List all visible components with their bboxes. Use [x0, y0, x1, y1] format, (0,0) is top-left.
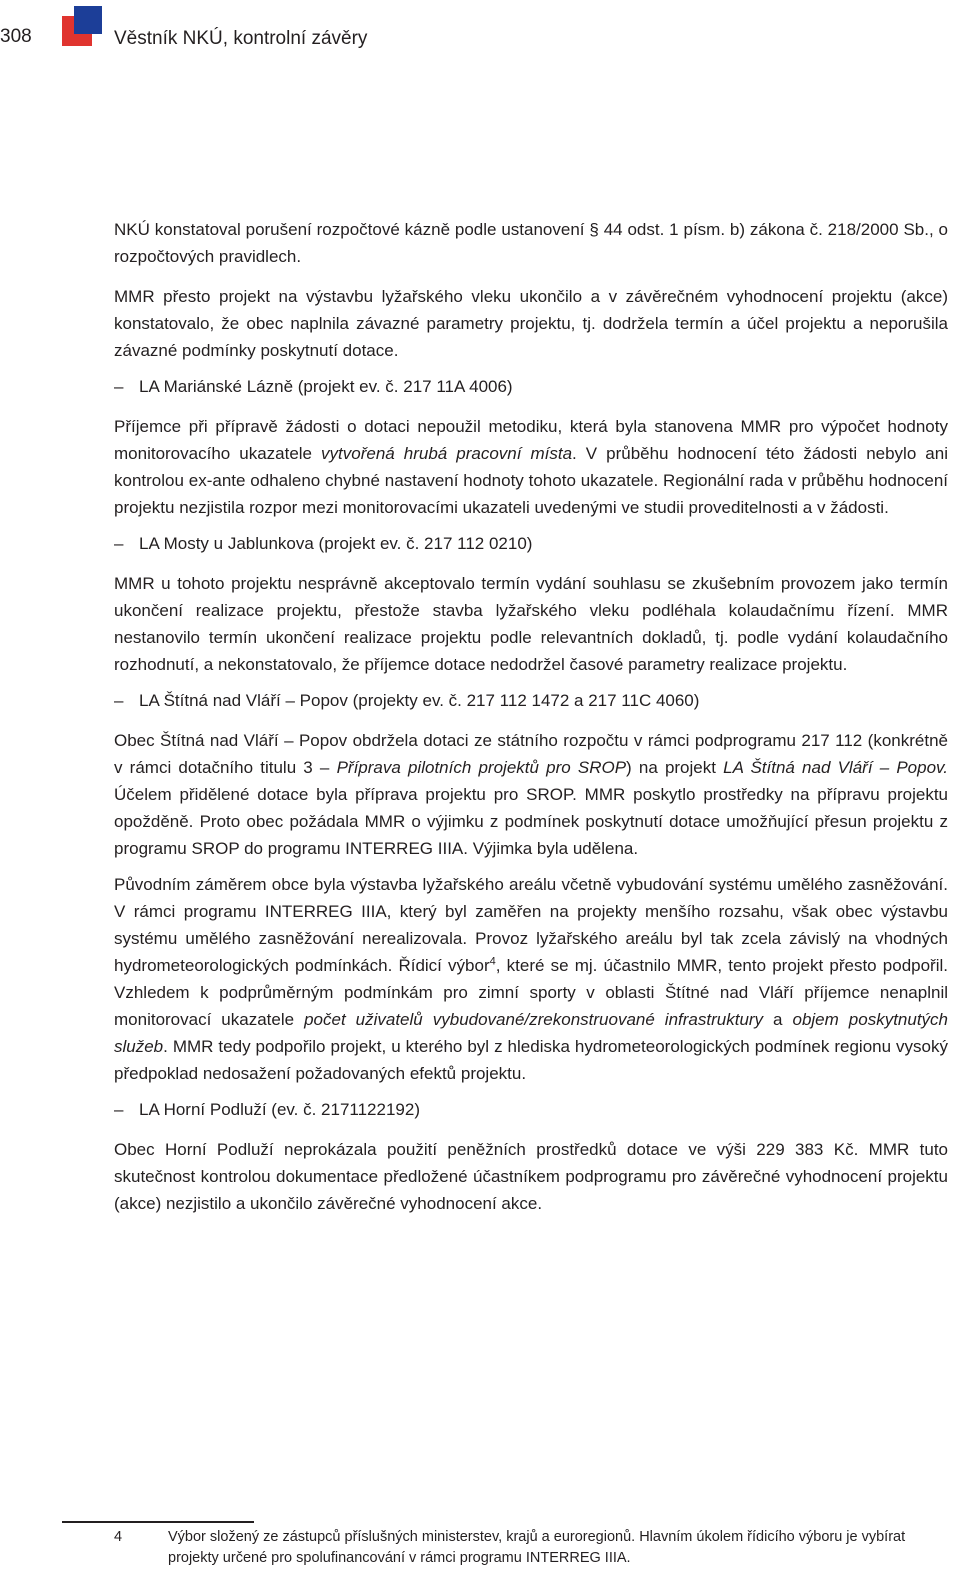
- paragraph: NKÚ konstatoval porušení rozpočtové kázně podle ustanovení § 44 odst. 1 písm. b) zákona č. 218/2000 Sb., o rozpočtových pravidlech.: [114, 220, 948, 266]
- paragraph: Obec Horní Podluží neprokázala použití peněžních prostředků dotace ve výši 229 383 Kč. MMR tuto skutečnost kontrolou dokumentace předložené účastníkem podprogramu pro závěrečné vyhodnocení projektu (akce) nezjistilo a ukončilo závěrečné vyhodnocení akce.: [114, 1140, 948, 1213]
- paragraph: Původním záměrem obce byla výstavba lyžařského areálu včetně vybudování systému umělého zasněžování. V rámci programu INTERREG IIIA, který byl zaměřen na projekty menšího rozsahu, však obec výstavbu systému umělého zasněžování nerealizovala. Provoz lyžařského areálu byl tak zcela závislý na vhodných hydrometeorologických podmínkách. Řídicí výbor$^4$, které se mj. účastnilo MMR, tento projekt přesto podpořil. Vzhledem k podprůměrným podmínkám pro zimní sporty v oblasti Štítné nad Vláří příjemce nenaplnil monitorovací ukazatele počet uživatelů vybudované/zrekonstruované infrastruktury a objem poskytnutých služeb. MMR tedy podpořilo projekt, u kterého byl z hlediska hydrometeorologických podmínek regionu vysoký předpoklad nedosažení požadovaných efektů projektu.: [114, 875, 949, 1083]
- dash-item-text: LA Mosty u Jablunkova (projekt ev. č. 217 112 0210): [139, 534, 533, 553]
- dash-mark: –: [114, 377, 124, 396]
- main-content: [114, 216, 948, 1217]
- subsidy-title: Příprava pilotních projektů pro SROP: [336, 758, 627, 777]
- project-name: LA Štítná nad Vláří – Popov.: [723, 758, 948, 777]
- indicator-name: počet uživatelů vybudované/zrekonstruované infrastruktury: [304, 1010, 764, 1029]
- paragraph: MMR přesto projekt na výstavbu lyžařského vleku ukončilo a v závěrečném vyhodnocení projektu (akce) konstatovalo, že obec naplnila závazné parametry projektu, tj. dodržela termín a účel projektu a neporušila závazné podmínky poskytnutí dotace.: [114, 287, 948, 360]
- dash-item: [114, 687, 948, 714]
- dash-item: [114, 530, 948, 557]
- indicator-name: vytvořená hrubá pracovní místa: [321, 444, 573, 463]
- indicator-name: objem poskytnutých služeb: [114, 1010, 949, 1056]
- footnote-text: Výbor složený ze zástupců příslušných ministerstev, krajů a euroregionů. Hlavním úkolem řídicího výboru je vybírat projekty určené pro spolufinancování v rámci programu INTERREG IIIA.: [168, 1529, 906, 1566]
- footnote: [114, 1527, 948, 1569]
- footnote-number: 4: [114, 1529, 123, 1545]
- dash-item-text: LA Štítná nad Vláří – Popov (projekty ev. č. 217 112 1472 a 217 11C 4060): [139, 691, 700, 710]
- dash-item: [114, 373, 948, 400]
- dash-mark: –: [114, 1100, 124, 1119]
- footnote-separator: [62, 1521, 254, 1523]
- header-title: Věstník NKÚ, kontrolní závěry: [114, 28, 368, 49]
- dash-mark: –: [114, 691, 124, 710]
- dash-item: [114, 1096, 948, 1123]
- dash-item-text: LA Horní Podluží (ev. č. 2171122192): [139, 1100, 420, 1119]
- dash-mark: –: [114, 534, 124, 553]
- paragraph: MMR u tohoto projektu nesprávně akceptovalo termín vydání souhlasu se zkušebním provozem jako termín ukončení realizace projektu, přestože stavba lyžařského vleku podléhala kolaudačnímu řízení. MMR nestanovilo termín ukončení realizace projektu podle relevantních dokladů, tj. podle vydání kolaudačního rozhodnutí, a nekonstatovalo, že příjemce dotace nedodržel časové parametry realizace projektu.: [114, 574, 948, 674]
- paragraph: Obec Štítná nad Vláří – Popov obdržela dotaci ze státního rozpočtu v rámci podprogramu 217 112 (konkrétně v rámci dotačního titulu 3 – Příprava pilotních projektů pro SROP) na projekt LA Štítná nad Vláří – Popov. Účelem přidělené dotace byla příprava projektu pro SROP. MMR poskytlo prostředky na přípravu projektu opožděně. Proto obec požádala MMR o výjimku z podmínek poskytnutí dotace umožňující přesun projektu z programu SROP do programu INTERREG IIIA. Výjimka byla udělena.: [114, 731, 948, 858]
- page-number: 308: [0, 26, 32, 47]
- logo-blue-square: [74, 6, 102, 34]
- dash-item-text: LA Mariánské Lázně (projekt ev. č. 217 11A 4006): [139, 377, 513, 396]
- nku-logo: [62, 6, 102, 46]
- footnote-ref: 4: [489, 955, 496, 968]
- paragraph: Příjemce při přípravě žádosti o dotaci nepoužil metodiku, která byla stanovena MMR pro výpočet hodnoty monitorovacího ukazatele vytvořená hrubá pracovní místa. V průběhu hodnocení této žádosti nebylo ani kontrolou ex-ante odhaleno chybné nastavení hodnoty tohoto ukazatele. Regionální rada v průběhu hodnocení projektu nezjistila rozpor mezi monitorovacími ukazateli uvedenými ve studii proveditelnosti a v žádosti.: [114, 417, 948, 517]
